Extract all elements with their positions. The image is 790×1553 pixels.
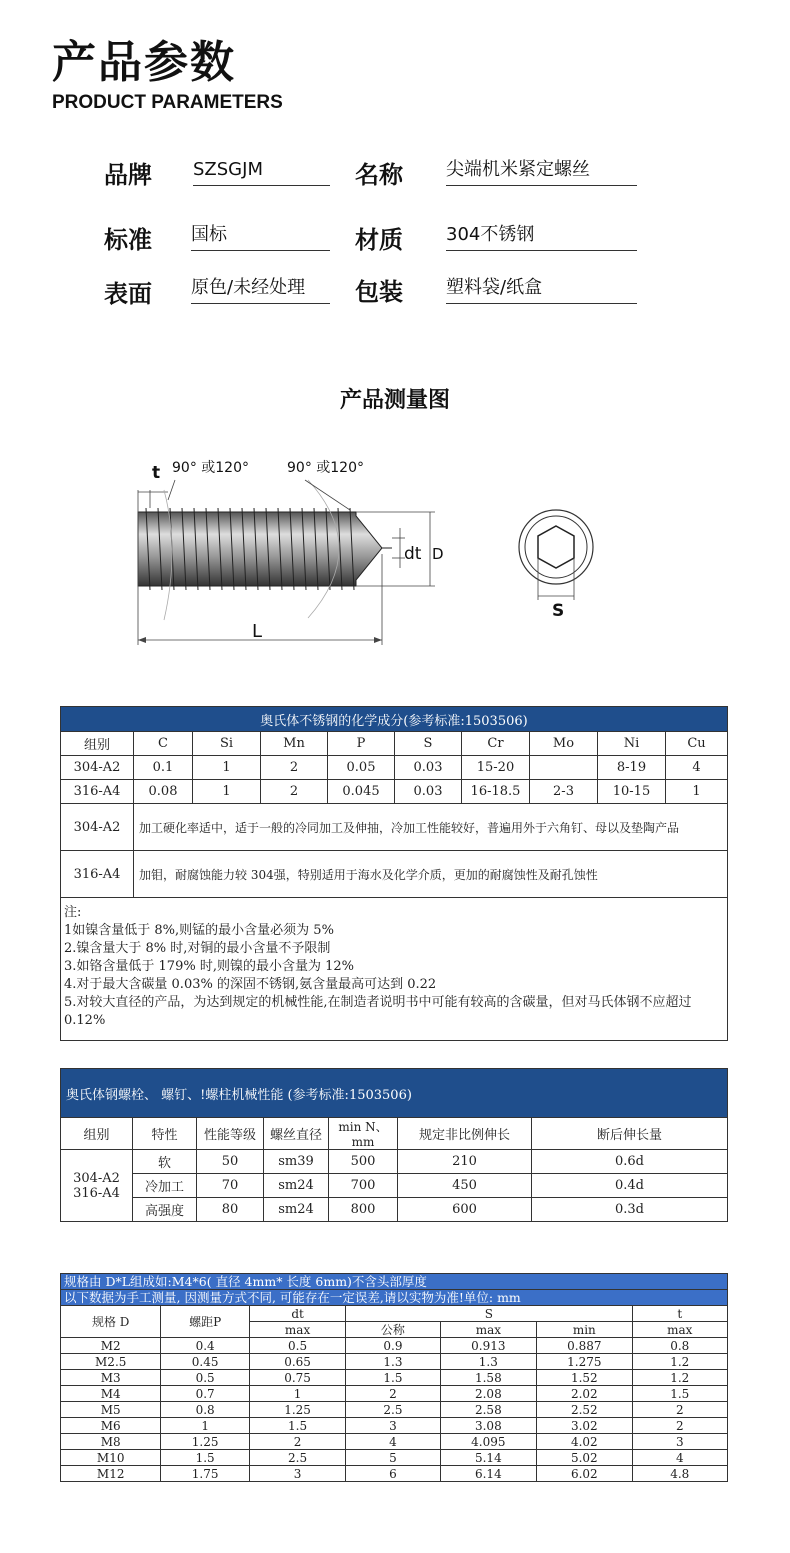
table-row bbox=[61, 1338, 728, 1354]
chem-header: Cu bbox=[666, 732, 728, 756]
spec-cell: 1.5 bbox=[161, 1450, 249, 1466]
S-label: S bbox=[552, 601, 565, 621]
spec-cell: 4 bbox=[346, 1434, 440, 1450]
param-label-package: 包装 bbox=[355, 278, 403, 306]
mech-table bbox=[60, 1068, 728, 1222]
mech-cell: 软 bbox=[133, 1150, 197, 1174]
mech-header: 断后伸长量 bbox=[532, 1118, 728, 1150]
spec-cell: 1.275 bbox=[537, 1354, 632, 1370]
spec-cell: 0.9 bbox=[346, 1338, 440, 1354]
spec-cell: 0.5 bbox=[161, 1370, 249, 1386]
param-value-material: 304不锈钢 bbox=[446, 222, 637, 251]
chem-cell: 2-3 bbox=[530, 780, 598, 804]
diagram-title: 产品测量图 bbox=[339, 388, 450, 413]
note-line: 5.对较大直径的产品，为达到规定的机械性能,在制造者说明书中可能有较高的含碳量，但对马氏体钢不应超过 0.12% bbox=[64, 995, 692, 1028]
table-row bbox=[61, 1386, 728, 1402]
mech-cell: 高强度 bbox=[133, 1198, 197, 1222]
spec-cell: 1 bbox=[161, 1418, 249, 1434]
desc-text: 加工硬化率适中，适于一般的冷同加工及伸抽，冷加工性能较好，普遍用外于六角钉、母以及垫陶产品 bbox=[134, 804, 728, 851]
mech-cell: 700 bbox=[329, 1174, 398, 1198]
param-label-standard: 标准 bbox=[104, 226, 152, 254]
chem-cell: 8-19 bbox=[598, 756, 666, 780]
spec-cell: 5 bbox=[346, 1450, 440, 1466]
spec-cell: 0.4 bbox=[161, 1338, 249, 1354]
spec-cell: M2.5 bbox=[61, 1354, 161, 1370]
mech-group-line: 316-A4 bbox=[73, 1185, 120, 1201]
spec-cell: 2 bbox=[632, 1418, 727, 1434]
note-line: 3.如铬含量低于 179% 时,则镍的最小含量为 12% bbox=[64, 959, 354, 974]
page-title: 产品参数 bbox=[52, 37, 236, 88]
spec-subheader: min bbox=[537, 1322, 632, 1338]
spec-cell: 1.75 bbox=[161, 1466, 249, 1482]
param-label-surface: 表面 bbox=[104, 280, 152, 308]
spec-line2: 以下数据为手工测量, 因测量方式不同, 可能存在一定误差,请以实物为准!单位: mm bbox=[61, 1290, 728, 1306]
table-row bbox=[61, 1354, 728, 1370]
chem-cell: 0.03 bbox=[395, 756, 462, 780]
spec-cell: 0.5 bbox=[249, 1338, 345, 1354]
table-row bbox=[61, 1150, 728, 1174]
spec-cell: 2.02 bbox=[537, 1386, 632, 1402]
mech-cell: 450 bbox=[398, 1174, 532, 1198]
chem-cell: 316-A4 bbox=[61, 780, 134, 804]
chem-cell: 0.1 bbox=[134, 756, 193, 780]
chem-header: 组别 bbox=[61, 732, 134, 756]
mech-cell: 冷加工 bbox=[133, 1174, 197, 1198]
table-row bbox=[61, 1198, 728, 1222]
mech-cell: 0.3d bbox=[532, 1198, 728, 1222]
spec-cell: 1.5 bbox=[346, 1370, 440, 1386]
L-label: L bbox=[252, 621, 263, 642]
spec-cell: 1.52 bbox=[537, 1370, 632, 1386]
spec-cell: M4 bbox=[61, 1386, 161, 1402]
chem-cell: 2 bbox=[261, 756, 328, 780]
mech-cell: 0.6d bbox=[532, 1150, 728, 1174]
spec-cell: 4.095 bbox=[440, 1434, 536, 1450]
spec-cell: 2 bbox=[346, 1386, 440, 1402]
spec-cell: 3 bbox=[632, 1434, 727, 1450]
spec-subheader: max bbox=[632, 1322, 727, 1338]
t-label: t bbox=[152, 463, 161, 483]
spec-header-dt: dt bbox=[249, 1306, 345, 1322]
chem-cell: 16-18.5 bbox=[462, 780, 530, 804]
spec-line1: 规格由 D*L组成如:M4*6( 直径 4mm* 长度 6mm)不含头部厚度 bbox=[61, 1274, 728, 1290]
spec-cell: 0.887 bbox=[537, 1338, 632, 1354]
mech-header: 规定非比例伸长 bbox=[398, 1118, 532, 1150]
spec-cell: 6.02 bbox=[537, 1466, 632, 1482]
spec-cell: 1.2 bbox=[632, 1370, 727, 1386]
mech-header: 性能等级 bbox=[197, 1118, 264, 1150]
chem-cell: 4 bbox=[666, 756, 728, 780]
chem-header: S bbox=[395, 732, 462, 756]
param-value-standard: 国标 bbox=[191, 222, 330, 251]
spec-cell: 2.08 bbox=[440, 1386, 536, 1402]
mech-cell: 600 bbox=[398, 1198, 532, 1222]
param-value-name: 尖端机米紧定螺丝 bbox=[446, 157, 637, 186]
chem-cell: 10-15 bbox=[598, 780, 666, 804]
chem-cell: 1 bbox=[666, 780, 728, 804]
spec-subheader: max bbox=[249, 1322, 345, 1338]
mech-header: min N、mm bbox=[329, 1118, 398, 1150]
spec-cell: M6 bbox=[61, 1418, 161, 1434]
spec-cell: M12 bbox=[61, 1466, 161, 1482]
spec-cell: 1.25 bbox=[249, 1402, 345, 1418]
chem-table bbox=[60, 706, 728, 1041]
desc-grade: 316-A4 bbox=[61, 851, 134, 898]
spec-cell: 1 bbox=[249, 1386, 345, 1402]
chem-cell: 1 bbox=[193, 756, 261, 780]
spec-cell: 1.3 bbox=[346, 1354, 440, 1370]
mech-header: 组别 bbox=[61, 1118, 133, 1150]
spec-cell: 0.75 bbox=[249, 1370, 345, 1386]
table-row bbox=[61, 1450, 728, 1466]
chem-cell: 2 bbox=[261, 780, 328, 804]
table-row bbox=[61, 1434, 728, 1450]
spec-header-t: t bbox=[632, 1306, 727, 1322]
spec-cell: 6.14 bbox=[440, 1466, 536, 1482]
note-line: 1如镍含量低于 8%,则锰的最小含量必须为 5% bbox=[64, 923, 334, 938]
spec-cell: 2.5 bbox=[346, 1402, 440, 1418]
note-line: 注: bbox=[64, 905, 82, 920]
page-subtitle: PRODUCT PARAMETERS bbox=[52, 92, 283, 113]
mech-cell: sm24 bbox=[264, 1174, 329, 1198]
table-row bbox=[61, 1466, 728, 1482]
spec-cell: 1.58 bbox=[440, 1370, 536, 1386]
spec-cell: 4.02 bbox=[537, 1434, 632, 1450]
spec-cell: M3 bbox=[61, 1370, 161, 1386]
spec-cell: 5.02 bbox=[537, 1450, 632, 1466]
mech-cell: 0.4d bbox=[532, 1174, 728, 1198]
spec-subheader: 公称 bbox=[346, 1322, 440, 1338]
table-row bbox=[61, 1402, 728, 1418]
param-value-surface: 原色/未经处理 bbox=[191, 275, 330, 304]
chem-cell: 0.045 bbox=[328, 780, 395, 804]
spec-cell: 4.8 bbox=[632, 1466, 727, 1482]
spec-cell: 3 bbox=[249, 1466, 345, 1482]
mech-header: 特性 bbox=[133, 1118, 197, 1150]
spec-cell: 0.8 bbox=[161, 1402, 249, 1418]
chem-cell: 0.05 bbox=[328, 756, 395, 780]
angle-label-head: 90° 或120° bbox=[172, 460, 249, 476]
spec-cell: M2 bbox=[61, 1338, 161, 1354]
mech-cell: sm39 bbox=[264, 1150, 329, 1174]
notes-cell bbox=[61, 898, 728, 1041]
mech-cell: 800 bbox=[329, 1198, 398, 1222]
param-label-material: 材质 bbox=[355, 226, 403, 254]
chem-title: 奥氏体不锈钢的化学成分(参考标准:1503506) bbox=[61, 707, 728, 732]
spec-header-size: 规格 D bbox=[61, 1306, 161, 1338]
chem-header: Mo bbox=[530, 732, 598, 756]
spec-cell: 1.25 bbox=[161, 1434, 249, 1450]
chem-cell: 0.03 bbox=[395, 780, 462, 804]
chem-cell: 0.08 bbox=[134, 780, 193, 804]
chem-header: Mn bbox=[261, 732, 328, 756]
note-line: 2.镍含量大于 8% 时,对铜的最小含量不予限制 bbox=[64, 941, 331, 956]
table-row bbox=[61, 1174, 728, 1198]
mech-cell: 210 bbox=[398, 1150, 532, 1174]
D-label: D bbox=[432, 545, 444, 563]
table-row bbox=[61, 1370, 728, 1386]
spec-cell: 2 bbox=[632, 1402, 727, 1418]
spec-subheader: max bbox=[440, 1322, 536, 1338]
spec-cell: 1.5 bbox=[249, 1418, 345, 1434]
spec-table bbox=[60, 1273, 728, 1482]
spec-cell: 4 bbox=[632, 1450, 727, 1466]
spec-cell: 0.8 bbox=[632, 1338, 727, 1354]
param-label-brand: 品牌 bbox=[104, 161, 152, 189]
mech-group-line: 304-A2 bbox=[73, 1170, 120, 1186]
chem-cell: 304-A2 bbox=[61, 756, 134, 780]
mech-group bbox=[61, 1150, 133, 1222]
mech-header: 螺丝直径 bbox=[264, 1118, 329, 1150]
chem-header: P bbox=[328, 732, 395, 756]
spec-cell: 1.3 bbox=[440, 1354, 536, 1370]
desc-grade: 304-A2 bbox=[61, 804, 134, 851]
spec-cell: 3.08 bbox=[440, 1418, 536, 1434]
spec-cell: 0.45 bbox=[161, 1354, 249, 1370]
table-row bbox=[61, 1418, 728, 1434]
table-row bbox=[61, 780, 728, 804]
spec-cell: 2 bbox=[249, 1434, 345, 1450]
mech-cell: 80 bbox=[197, 1198, 264, 1222]
mech-cell: sm24 bbox=[264, 1198, 329, 1222]
chem-header: Ni bbox=[598, 732, 666, 756]
spec-cell: 2.52 bbox=[537, 1402, 632, 1418]
chem-header: Si bbox=[193, 732, 261, 756]
chem-cell: 1 bbox=[193, 780, 261, 804]
param-label-name: 名称 bbox=[355, 161, 403, 189]
spec-cell: 2.5 bbox=[249, 1450, 345, 1466]
mech-cell: 500 bbox=[329, 1150, 398, 1174]
chem-cell: 15-20 bbox=[462, 756, 530, 780]
chem-header: C bbox=[134, 732, 193, 756]
spec-cell: 2.58 bbox=[440, 1402, 536, 1418]
spec-cell: 1.2 bbox=[632, 1354, 727, 1370]
spec-cell: 0.7 bbox=[161, 1386, 249, 1402]
chem-cell bbox=[530, 756, 598, 780]
spec-header-pitch: 螺距P bbox=[161, 1306, 249, 1338]
spec-cell: 1.5 bbox=[632, 1386, 727, 1402]
angle-label-tip: 90° 或120° bbox=[287, 460, 364, 476]
table-row bbox=[61, 756, 728, 780]
spec-cell: 3 bbox=[346, 1418, 440, 1434]
table-row bbox=[61, 851, 728, 898]
spec-cell: 0.913 bbox=[440, 1338, 536, 1354]
mech-cell: 50 bbox=[197, 1150, 264, 1174]
desc-text: 加钼，耐腐蚀能力较 304强，特别适用于海水及化学介质，更加的耐腐蚀性及耐孔蚀性 bbox=[134, 851, 728, 898]
table-row bbox=[61, 804, 728, 851]
spec-cell: M5 bbox=[61, 1402, 161, 1418]
dt-label: dt bbox=[404, 544, 422, 564]
spec-cell: 3.02 bbox=[537, 1418, 632, 1434]
mech-title: 奥氏体钢螺栓、 螺钉、!螺柱机械性能 (参考标准:1503506) bbox=[61, 1069, 728, 1118]
note-line: 4.对于最大含碳量 0.03% 的深固不锈钢,氨含量最高可达到 0.22 bbox=[64, 977, 437, 992]
spec-cell: 0.65 bbox=[249, 1354, 345, 1370]
spec-header-s: S bbox=[346, 1306, 632, 1322]
param-value-brand: SZSGJM bbox=[193, 157, 330, 186]
spec-cell: M8 bbox=[61, 1434, 161, 1450]
param-value-package: 塑料袋/纸盒 bbox=[446, 275, 637, 304]
spec-cell: M10 bbox=[61, 1450, 161, 1466]
chem-header: Cr bbox=[462, 732, 530, 756]
mech-cell: 70 bbox=[197, 1174, 264, 1198]
spec-cell: 6 bbox=[346, 1466, 440, 1482]
spec-cell: 5.14 bbox=[440, 1450, 536, 1466]
